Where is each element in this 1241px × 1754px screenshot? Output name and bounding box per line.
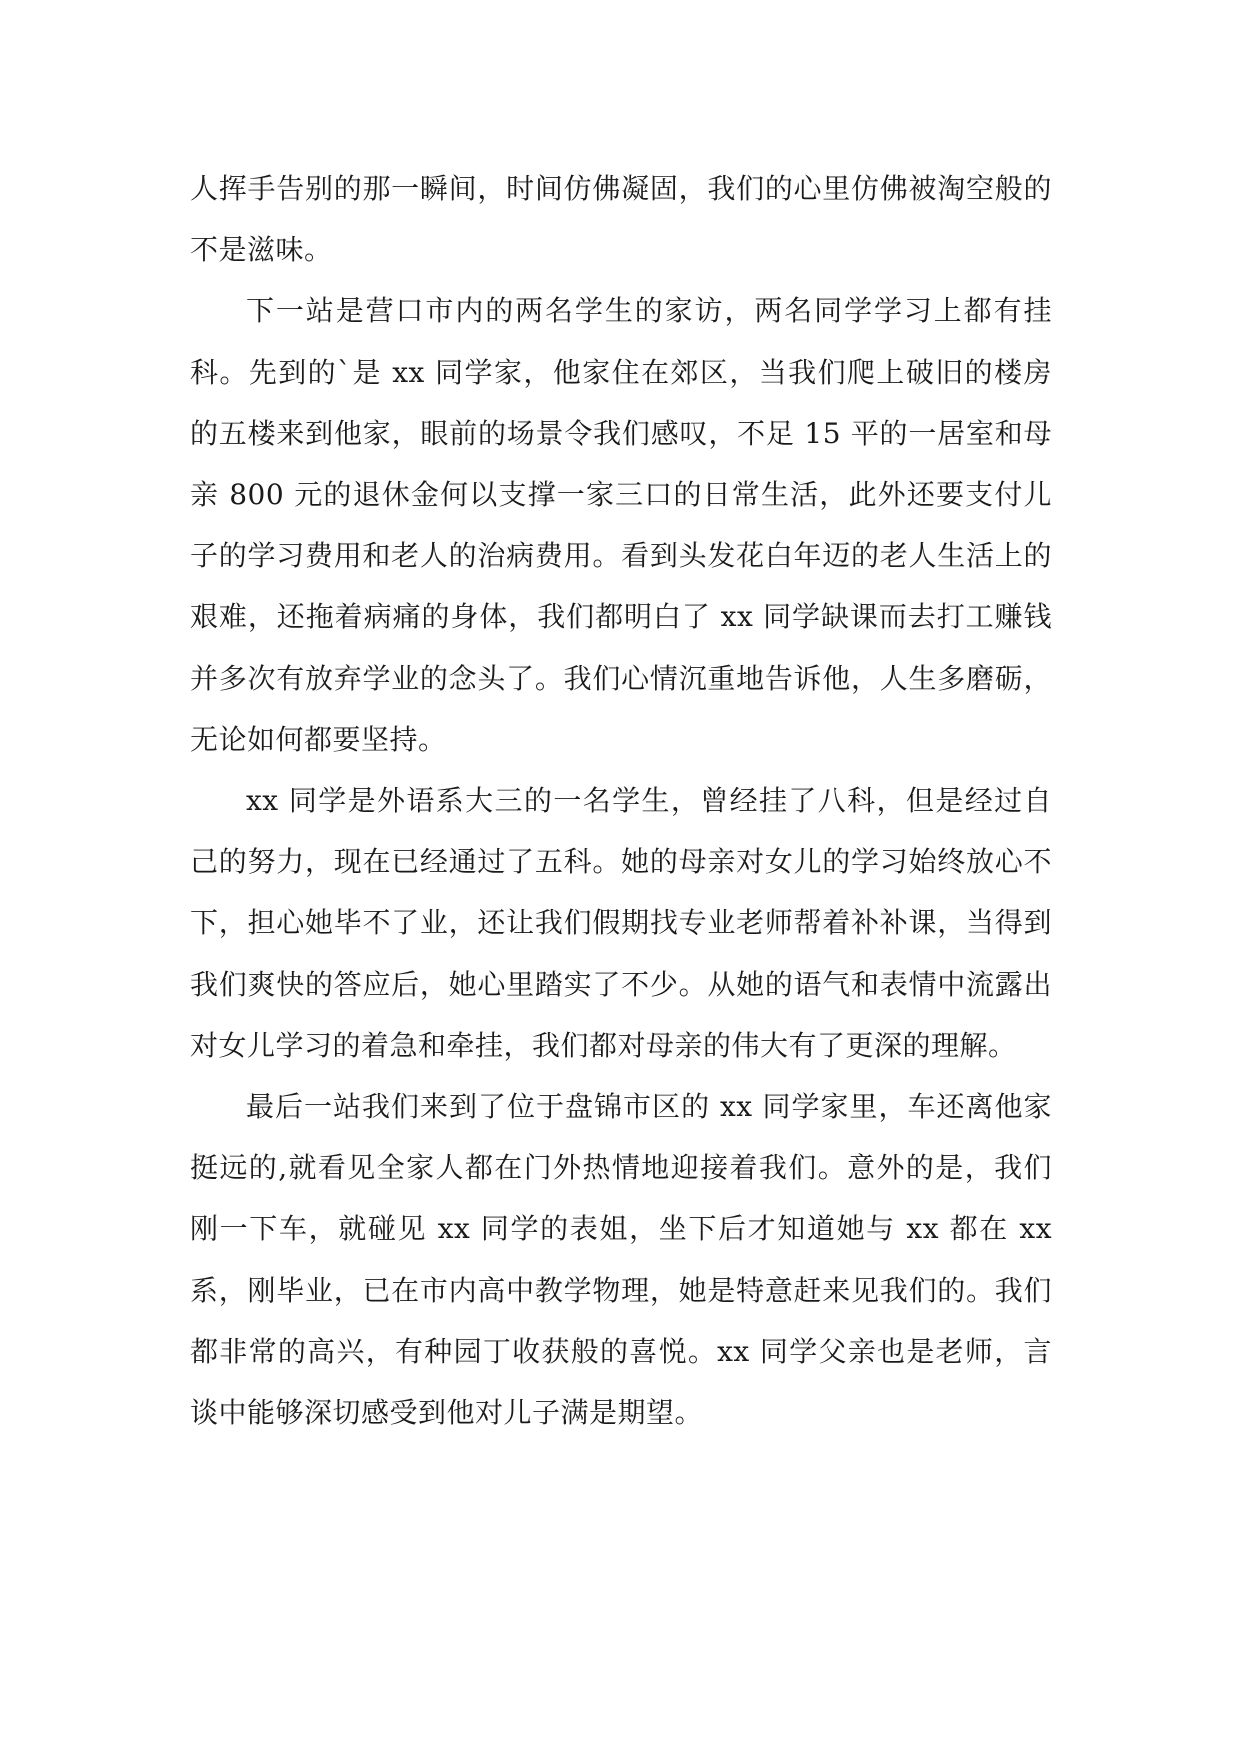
paragraph-3: xx 同学是外语系大三的一名学生，曾经挂了八科，但是经过自己的努力，现在已经通过了五科。她的母亲对女儿的学习始终放心不下，担心她毕不了业，还让我们假期找专业老师帮着补补课，当得到我们爽快的答应后，她心里踏实了不少。从她的语气和表情中流露出对女儿学习的着急和牵挂，我们都对母亲的伟大有了更深的理解。 bbox=[190, 784, 1052, 1062]
paragraph-1: 人挥手告别的那一瞬间，时间仿佛凝固，我们的心里仿佛被淘空般的不是滋味。 bbox=[190, 172, 1052, 267]
paragraph-4: 最后一站我们来到了位于盘锦市区的 xx 同学家里，车还离他家挺远的,就看见全家人都在门外热情地迎接着我们。意外的是，我们刚一下车，就碰见 xx 同学的表姐，坐下后才知道她与 xx 都在 xx 系，刚毕业，已在市内高中教学物理，她是特意赶来见我们的。我们都非常的高兴，有种园丁收获般的喜悦。xx 同学父亲也是老师，言谈中能够深切感受到他对儿子满是期望。 bbox=[190, 1090, 1052, 1430]
document-body bbox=[190, 158, 1052, 1443]
paragraph-2: 下一站是营口市内的两名学生的家访，两名同学学习上都有挂科。先到的`是 xx 同学家，他家住在郊区，当我们爬上破旧的楼房的五楼来到他家，眼前的场景令我们感叹，不足 15 平的一居室和母亲 800 元的退休金何以支撑一家三口的日常生活，此外还要支付儿子的学习费用和老人的治病费用。看到头发花白年迈的老人生活上的艰难，还拖着病痛的身体，我们都明白了 xx 同学缺课而去打工赚钱并多次有放弃学业的念头了。我们心情沉重地告诉他，人生多磨砺，无论如何都要坚持。 bbox=[190, 294, 1052, 756]
